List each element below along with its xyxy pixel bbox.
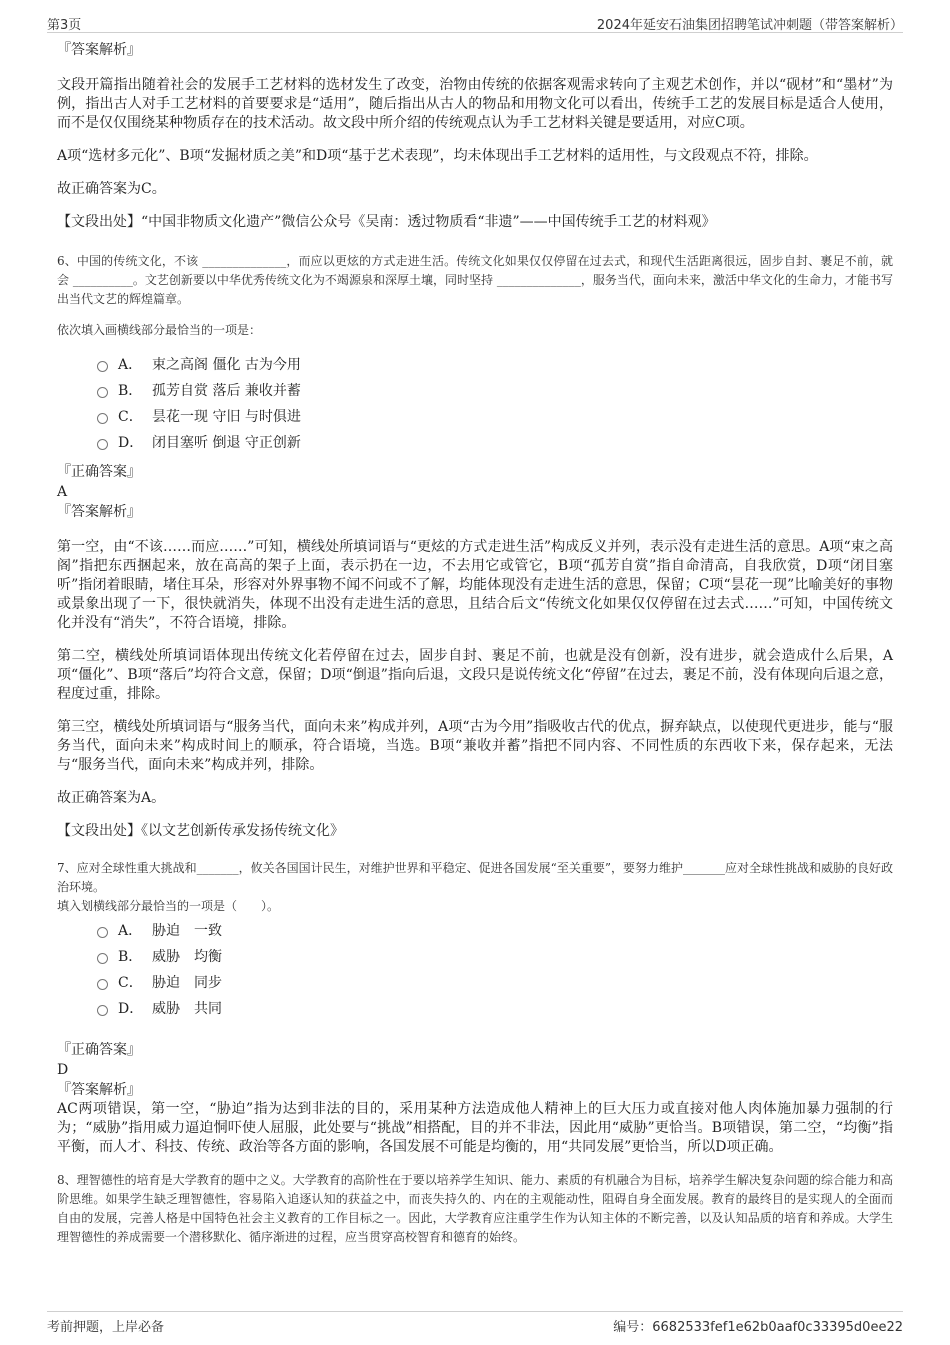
- option-a[interactable]: [97, 918, 893, 944]
- page-header: [47, 10, 903, 33]
- radio-button[interactable]: [97, 361, 108, 372]
- question-7: [57, 859, 893, 1157]
- option-d[interactable]: [97, 430, 893, 456]
- question-prompt: 填入划横线部分最恰当的一项是（ ）。: [57, 899, 280, 913]
- option-letter: A．: [118, 923, 143, 939]
- option-letter: D．: [118, 435, 144, 451]
- option-text: 威胁 均衡: [152, 949, 222, 965]
- analysis-label: 『答案解析』: [57, 42, 141, 58]
- option-c[interactable]: [97, 970, 893, 996]
- document-title: 2024年延安石油集团招聘笔试冲刺题（带答案解析）: [596, 18, 903, 33]
- radio-button[interactable]: [97, 979, 108, 990]
- radio-button[interactable]: [97, 387, 108, 398]
- source-citation: 【文段出处】“中国非物质文化遗产”微信公众号《吴南：透过物质看“非遗”——中国传统手工艺的材料观》: [57, 214, 716, 230]
- page-footer: [47, 1311, 903, 1334]
- document-code: 编号：6682533fef1e62b0aaf0c33395d0ee22: [613, 1320, 903, 1335]
- option-letter: B．: [118, 949, 143, 965]
- option-text: 闭目塞听 倒退 守正创新: [152, 435, 301, 451]
- analysis-paragraph: 第二空，横线处所填词语体现出传统文化若停留在过去，固步自封、裹足不前，也就是没有创新，没有进步，就会造成什么后果，A项“僵化”、B项“落后”均符合文意，保留；D项“倒退”指向后退，文段只是说传统文化“停留”在过去，裹足不前，没有体现向后退之意，程度过重，排除。: [57, 648, 893, 702]
- radio-button[interactable]: [97, 1005, 108, 1016]
- option-text: 胁迫 一致: [152, 923, 222, 939]
- answer-label: 『正确答案』: [57, 464, 141, 480]
- conclusion: 故正确答案为C。: [57, 181, 166, 197]
- option-text: 昙花一现 守旧 与时俱进: [152, 409, 301, 425]
- option-c[interactable]: [97, 404, 893, 430]
- correct-answer: A: [57, 484, 68, 500]
- question-stem: 7、应对全球性重大挑战和_______，攸关各国国计民生，对维护世界和平稳定、促进各国发展“至关重要”，要努力维护_______应对全球性挑战和威胁的良好政治环境。: [57, 861, 893, 894]
- options-list: [97, 352, 893, 456]
- answer-label: 『正确答案』: [57, 1042, 141, 1058]
- analysis-paragraph: AC两项错误，第一空，“胁迫”指为达到非法的目的，采用某种方法造成他人精神上的巨大压力或直接对他人肉体施加暴力强制的行为；“威胁”指用威力逼迫恫吓使人屈服，此处要与“挑战”相搭配，目的并不非法，因此用“威胁”更恰当。B项错误，第二空，“均衡”指平衡，而人才、科技、传统、政治等各方面的影响，各国发展不可能是均衡的，用“共同发展”更恰当，所以D项正确。: [57, 1101, 893, 1155]
- analysis-paragraph: 第一空，由“不该……而应……”可知，横线处所填词语与“更炫的方式走进生活”构成反义并列，表示没有走进生活的意思。A项“束之高阁”指把东西捆起来，放在高高的架子上面，表示扔在一边，不去用它或管它，B项“孤芳自赏”指自命清高，自我欣赏，D项“闭目塞听”指闭着眼睛，堵住耳朵，形容对外界事物不闻不问或不了解，均能体现没有走进生活的意思，保留；C项“昙花一现”比喻美好的事物或景象出现了一下，很快就消失，体现不出没有走进生活的意思，且结合后文“传统文化如果仅仅停留在过去式……”可知，中国传统文化并没有“消失”，不符合语境，排除。: [57, 539, 893, 631]
- radio-button[interactable]: [97, 439, 108, 450]
- conclusion: 故正确答案为A。: [57, 790, 166, 806]
- option-text: 胁迫 同步: [152, 975, 222, 991]
- footer-slogan: 考前押题，上岸必备: [47, 1320, 165, 1335]
- question-8: [57, 1171, 893, 1247]
- analysis-label: 『答案解析』: [57, 504, 141, 520]
- radio-button[interactable]: [97, 413, 108, 424]
- option-letter: C．: [118, 409, 143, 425]
- q5-analysis: [57, 40, 893, 232]
- option-letter: B．: [118, 383, 143, 399]
- radio-button[interactable]: [97, 927, 108, 938]
- page-number: 第3页: [47, 18, 82, 33]
- question-6: [57, 252, 893, 841]
- analysis-paragraph: 第三空，横线处所填词语与“服务当代，面向未来”构成并列，A项“古为今用”指吸收古代的优点，摒弃缺点，以使现代更进步，能与“服务当代，面向未来”构成时间上的顺承，符合语境，当选。B项“兼收并蓄”指把不同内容、不同性质的东西收下来，保存起来，无法与“服务当代，面向未来”构成并列，排除。: [57, 719, 893, 773]
- question-prompt: 依次填入画横线部分最恰当的一项是：: [57, 323, 262, 337]
- option-text: 威胁 共同: [152, 1001, 222, 1017]
- options-list: [97, 918, 893, 1022]
- option-letter: D．: [118, 1001, 144, 1017]
- source-citation: 【文段出处】《以文艺创新传承发扬传统文化》: [57, 823, 344, 839]
- analysis-paragraph: A项“选材多元化”、B项“发掘材质之美”和D项“基于艺术表现”，均未体现出手工艺材料的适用性，与文段观点不符，排除。: [57, 148, 818, 164]
- radio-button[interactable]: [97, 953, 108, 964]
- analysis-label: 『答案解析』: [57, 1082, 141, 1098]
- option-d[interactable]: [97, 996, 893, 1022]
- option-b[interactable]: [97, 944, 893, 970]
- option-letter: A．: [118, 357, 143, 373]
- analysis-paragraph: 文段开篇指出随着社会的发展手工艺材料的选材发生了改变，治物由传统的依据客观需求转向了主观艺术创作，并以“砚材”和“墨材”为例，指出古人对手工艺材料的首要要求是“适用”，随后指出从古人的物品和用物文化可以看出，传统手工艺的发展目标是适合人使用，而不是仅仅围绕某种物质存在的技术活动。故文段中所介绍的传统观点认为手工艺材料关键是要适用，对应C项。: [57, 77, 893, 131]
- option-a[interactable]: [97, 352, 893, 378]
- document-body: [57, 38, 893, 1247]
- option-letter: C．: [118, 975, 143, 991]
- option-text: 孤芳自赏 落后 兼收并蓄: [152, 383, 301, 399]
- question-stem: 8、理智德性的培育是大学教育的题中之义。大学教育的高阶性在于要以培养学生知识、能力、素质的有机融合为目标，培养学生解决复杂问题的综合能力和高阶思维。如果学生缺乏理智德性，容易陷入追逐认知的获益之中，而丧失持久的、内在的主观能动性，阻碍自身全面发展。教育的最终目的是实现人的全面而自由的发展，完善人格是中国特色社会主义教育的工作目标之一。因此，大学教育应注重学生作为认知主体的不断完善，以及认知品质的培育和养成。大学生理智德性的养成需要一个潜移默化、循序渐进的过程，应当贯穿高校智育和德育的始终。: [57, 1173, 893, 1244]
- question-stem: 6、中国的传统文化，不该 ______________，而应以更炫的方式走进生活。传统文化如果仅仅停留在过去式，和现代生活距离很远，固步自封、裹足不前，就会 __________。文艺创新要以中华优秀传统文化为不竭源泉和深厚土壤，同时坚持 ______________，服务当代，面向未来，激活中华文化的生命力，才能书写出当代文艺的辉煌篇章。: [57, 254, 893, 306]
- option-text: 束之高阁 僵化 古为今用: [152, 357, 301, 373]
- option-b[interactable]: [97, 378, 893, 404]
- correct-answer: D: [57, 1062, 69, 1078]
